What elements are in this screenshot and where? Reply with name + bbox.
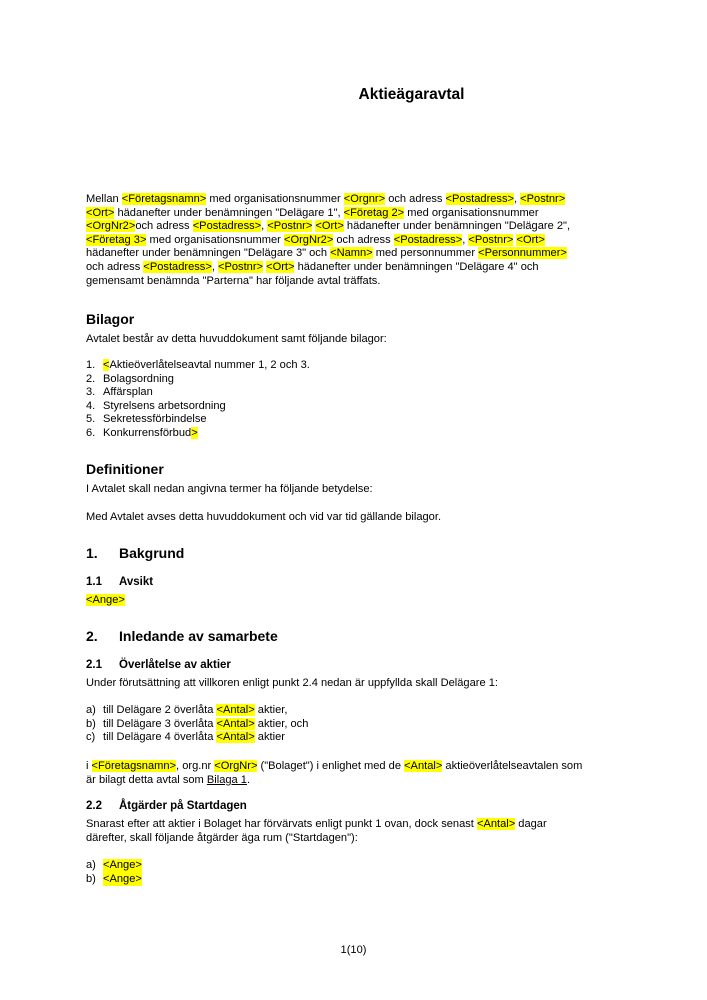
text-run: aktieöverlåtelseavtalen som bbox=[442, 760, 583, 772]
placeholder-field: <Postnr> bbox=[267, 220, 313, 233]
definitioner-intro: I Avtalet skall nedan angivna termer ha följande betydelse: bbox=[86, 483, 373, 495]
list-item bbox=[86, 859, 142, 873]
text-run: och adress bbox=[385, 193, 446, 205]
text-run: och adress bbox=[86, 260, 144, 273]
section-number: 2. bbox=[86, 628, 98, 644]
list-marker: b) bbox=[86, 872, 96, 885]
placeholder-field: <Ange> bbox=[103, 859, 142, 871]
list-item-text: Affärsplan bbox=[103, 386, 153, 399]
placeholder-field: <Ort> bbox=[516, 233, 545, 246]
definitioner-text: Med Avtalet avses detta huvuddokument och vid var tid gällande bilagor. bbox=[86, 511, 442, 523]
section-1-heading bbox=[86, 545, 184, 561]
text-run: och adress bbox=[333, 233, 394, 246]
list-item bbox=[86, 373, 310, 387]
list-marker: c) bbox=[86, 731, 96, 744]
section-number: 1. bbox=[86, 545, 98, 561]
placeholder-field: <Postnr> bbox=[468, 233, 514, 246]
intro-line bbox=[86, 247, 626, 261]
placeholder-field: <Orgnr> bbox=[343, 193, 386, 205]
list-item-text: <Aktieöverlåtelseavtal nummer 1, 2 och 3. bbox=[103, 359, 310, 371]
text-run: med personnummer bbox=[372, 247, 479, 260]
text-run: till Delägare 4 överlåta bbox=[103, 731, 217, 744]
placeholder-field: <Antal> bbox=[216, 731, 255, 744]
list-marker: 5. bbox=[86, 413, 96, 426]
placeholder-field: <Postnr> bbox=[217, 260, 264, 273]
list-item bbox=[86, 704, 308, 718]
placeholder-field: <OrgNr2> bbox=[283, 233, 334, 246]
text-run: aktier, bbox=[254, 704, 288, 716]
placeholder-field: <Företagsnamn> bbox=[121, 193, 207, 205]
text-run: dagar bbox=[515, 818, 547, 830]
text-run: , bbox=[514, 193, 521, 205]
list-item bbox=[86, 359, 310, 373]
section-1-1-heading bbox=[86, 576, 153, 588]
list-marker: a) bbox=[86, 704, 96, 716]
text-run: aktier, och bbox=[254, 717, 309, 730]
section-1-1-text bbox=[86, 594, 626, 608]
paragraph-line: därefter, skall följande åtgärder äga rum ("Startdagen"): bbox=[86, 831, 358, 844]
list-marker: 6. bbox=[86, 426, 96, 439]
placeholder-field: <Ort> bbox=[315, 220, 344, 233]
text-run: med organisationsnummer bbox=[206, 193, 344, 205]
text-run: , org.nr bbox=[176, 760, 215, 772]
placeholder-field: <Ort> bbox=[86, 206, 115, 219]
placeholder-field: <Företag 3> bbox=[86, 233, 147, 246]
list-marker: 3. bbox=[86, 386, 96, 399]
list-item bbox=[86, 413, 310, 427]
placeholder-field: <Antal> bbox=[404, 760, 443, 772]
placeholder-field: <Postadress> bbox=[393, 233, 463, 246]
section-2-2-heading bbox=[86, 800, 247, 812]
placeholder-field: <Ort> bbox=[266, 260, 295, 273]
intro-line bbox=[86, 220, 626, 234]
list-item bbox=[86, 873, 142, 887]
text-run: hädanefter under benämningen "Delägare 4" och bbox=[294, 260, 539, 273]
subsection-number: 1.1 bbox=[86, 576, 102, 588]
subsection-title: Avsikt bbox=[119, 576, 154, 588]
section-title: Bakgrund bbox=[119, 545, 185, 561]
page-number: 1(10) bbox=[340, 944, 367, 956]
placeholder-field: <Postadress> bbox=[192, 220, 262, 233]
subsection-number: 2.2 bbox=[86, 800, 102, 812]
section-2-2-paragraph bbox=[86, 818, 626, 845]
text-run: Mellan bbox=[86, 193, 122, 205]
text-run: med organisationsnummer bbox=[404, 206, 539, 219]
paragraph-line bbox=[86, 760, 582, 772]
intro-line bbox=[86, 261, 626, 275]
section-2-1-intro: Under förutsättning att villkoren enligt punkt 2.4 nedan är uppfyllda skall Delägare 1: bbox=[86, 677, 498, 689]
text-run: ("Bolaget") i enlighet med de bbox=[257, 760, 405, 772]
text-run: gemensamt benämnda "Parterna" har följande avtal träffats. bbox=[86, 274, 381, 287]
section-title: Inledande av samarbete bbox=[119, 628, 278, 644]
bilagor-intro: Avtalet består av detta huvuddokument samt följande bilagor: bbox=[86, 333, 387, 345]
placeholder-field: <Ange> bbox=[86, 594, 125, 606]
paragraph-text: är bilagt detta avtal som bbox=[86, 773, 207, 786]
startdag-list bbox=[86, 859, 142, 886]
placeholder-field: <Namn> bbox=[330, 247, 373, 260]
section-2-1-heading bbox=[86, 659, 231, 671]
text-run: , bbox=[462, 233, 469, 246]
placeholder-field: <Postadress> bbox=[445, 193, 514, 205]
document-title: Aktieägaravtal bbox=[358, 86, 465, 103]
list-item-text bbox=[103, 718, 308, 732]
placeholder-field: <Företagsnamn> bbox=[91, 760, 177, 772]
subsection-title: Överlåtelse av aktier bbox=[119, 659, 231, 671]
text-run: Snarast efter att aktier i Bolaget har förvärvats enligt punkt 1 ovan, dock senast bbox=[86, 818, 477, 830]
paragraph-text: . bbox=[246, 773, 251, 786]
list-item-text: Bolagsordning bbox=[103, 372, 174, 385]
intro-line bbox=[86, 234, 626, 248]
intro-line bbox=[86, 275, 626, 289]
text-run: hädanefter under benämningen "Delägare 2", bbox=[343, 220, 571, 233]
list-marker: a) bbox=[86, 859, 96, 871]
bilagor-list bbox=[86, 359, 310, 441]
list-marker: 4. bbox=[86, 399, 96, 412]
list-item-text bbox=[103, 704, 287, 718]
placeholder-field: <Antal> bbox=[216, 704, 255, 716]
placeholder-field: <Antal> bbox=[216, 717, 255, 730]
bilaga-1-reference: Bilaga 1 bbox=[206, 773, 247, 786]
text-run: hädanefter under benämningen "Delägare 3" och bbox=[86, 247, 331, 260]
text-run: och adress bbox=[135, 220, 193, 233]
subsection-title: Åtgärder på Startdagen bbox=[119, 800, 247, 812]
intro-line bbox=[86, 207, 626, 221]
text-run: hädanefter under benämningen "Delägare 1", bbox=[114, 206, 344, 219]
paragraph-line bbox=[86, 818, 547, 830]
list-item-text: Styrelsens arbetsordning bbox=[103, 399, 226, 412]
bilagor-heading: Bilagor bbox=[86, 311, 135, 327]
transfer-list bbox=[86, 704, 308, 745]
placeholder-field: <Postnr> bbox=[520, 193, 566, 205]
placeholder-field: <Postadress> bbox=[143, 260, 212, 273]
placeholder-field: <Antal> bbox=[476, 818, 516, 830]
list-item bbox=[86, 400, 310, 414]
list-item bbox=[86, 427, 310, 441]
text-run: , bbox=[261, 220, 268, 233]
text-run: , bbox=[211, 260, 218, 273]
section-2-1-paragraph bbox=[86, 760, 626, 787]
list-item-text: Sekretessförbindelse bbox=[103, 413, 207, 426]
list-marker: 2. bbox=[86, 372, 96, 385]
placeholder-field: <OrgNr> bbox=[214, 760, 258, 772]
list-marker: b) bbox=[86, 717, 96, 730]
text-run: aktier bbox=[254, 731, 285, 744]
subsection-number: 2.1 bbox=[86, 659, 102, 671]
section-2-heading bbox=[86, 628, 278, 644]
placeholder-field: <Ange> bbox=[103, 872, 142, 885]
list-marker: 1. bbox=[86, 359, 96, 371]
list-item-text bbox=[103, 731, 285, 745]
text-run: i bbox=[86, 760, 92, 772]
list-item bbox=[86, 731, 308, 745]
list-item bbox=[86, 386, 310, 400]
paragraph-line bbox=[86, 774, 250, 786]
placeholder-field: <OrgNr2> bbox=[86, 220, 136, 233]
intro-line bbox=[86, 193, 626, 207]
text-run: med organisationsnummer bbox=[146, 233, 284, 246]
list-item bbox=[86, 718, 308, 732]
text-run: till Delägare 2 överlåta bbox=[103, 704, 217, 716]
definitioner-heading: Definitioner bbox=[86, 461, 164, 477]
list-item-text: Konkurrensförbud> bbox=[103, 426, 198, 439]
text-run: till Delägare 3 överlåta bbox=[103, 717, 217, 730]
intro-paragraph bbox=[86, 193, 626, 288]
placeholder-field: <Företag 2> bbox=[343, 206, 405, 219]
placeholder-field: <Personnummer> bbox=[478, 247, 567, 260]
